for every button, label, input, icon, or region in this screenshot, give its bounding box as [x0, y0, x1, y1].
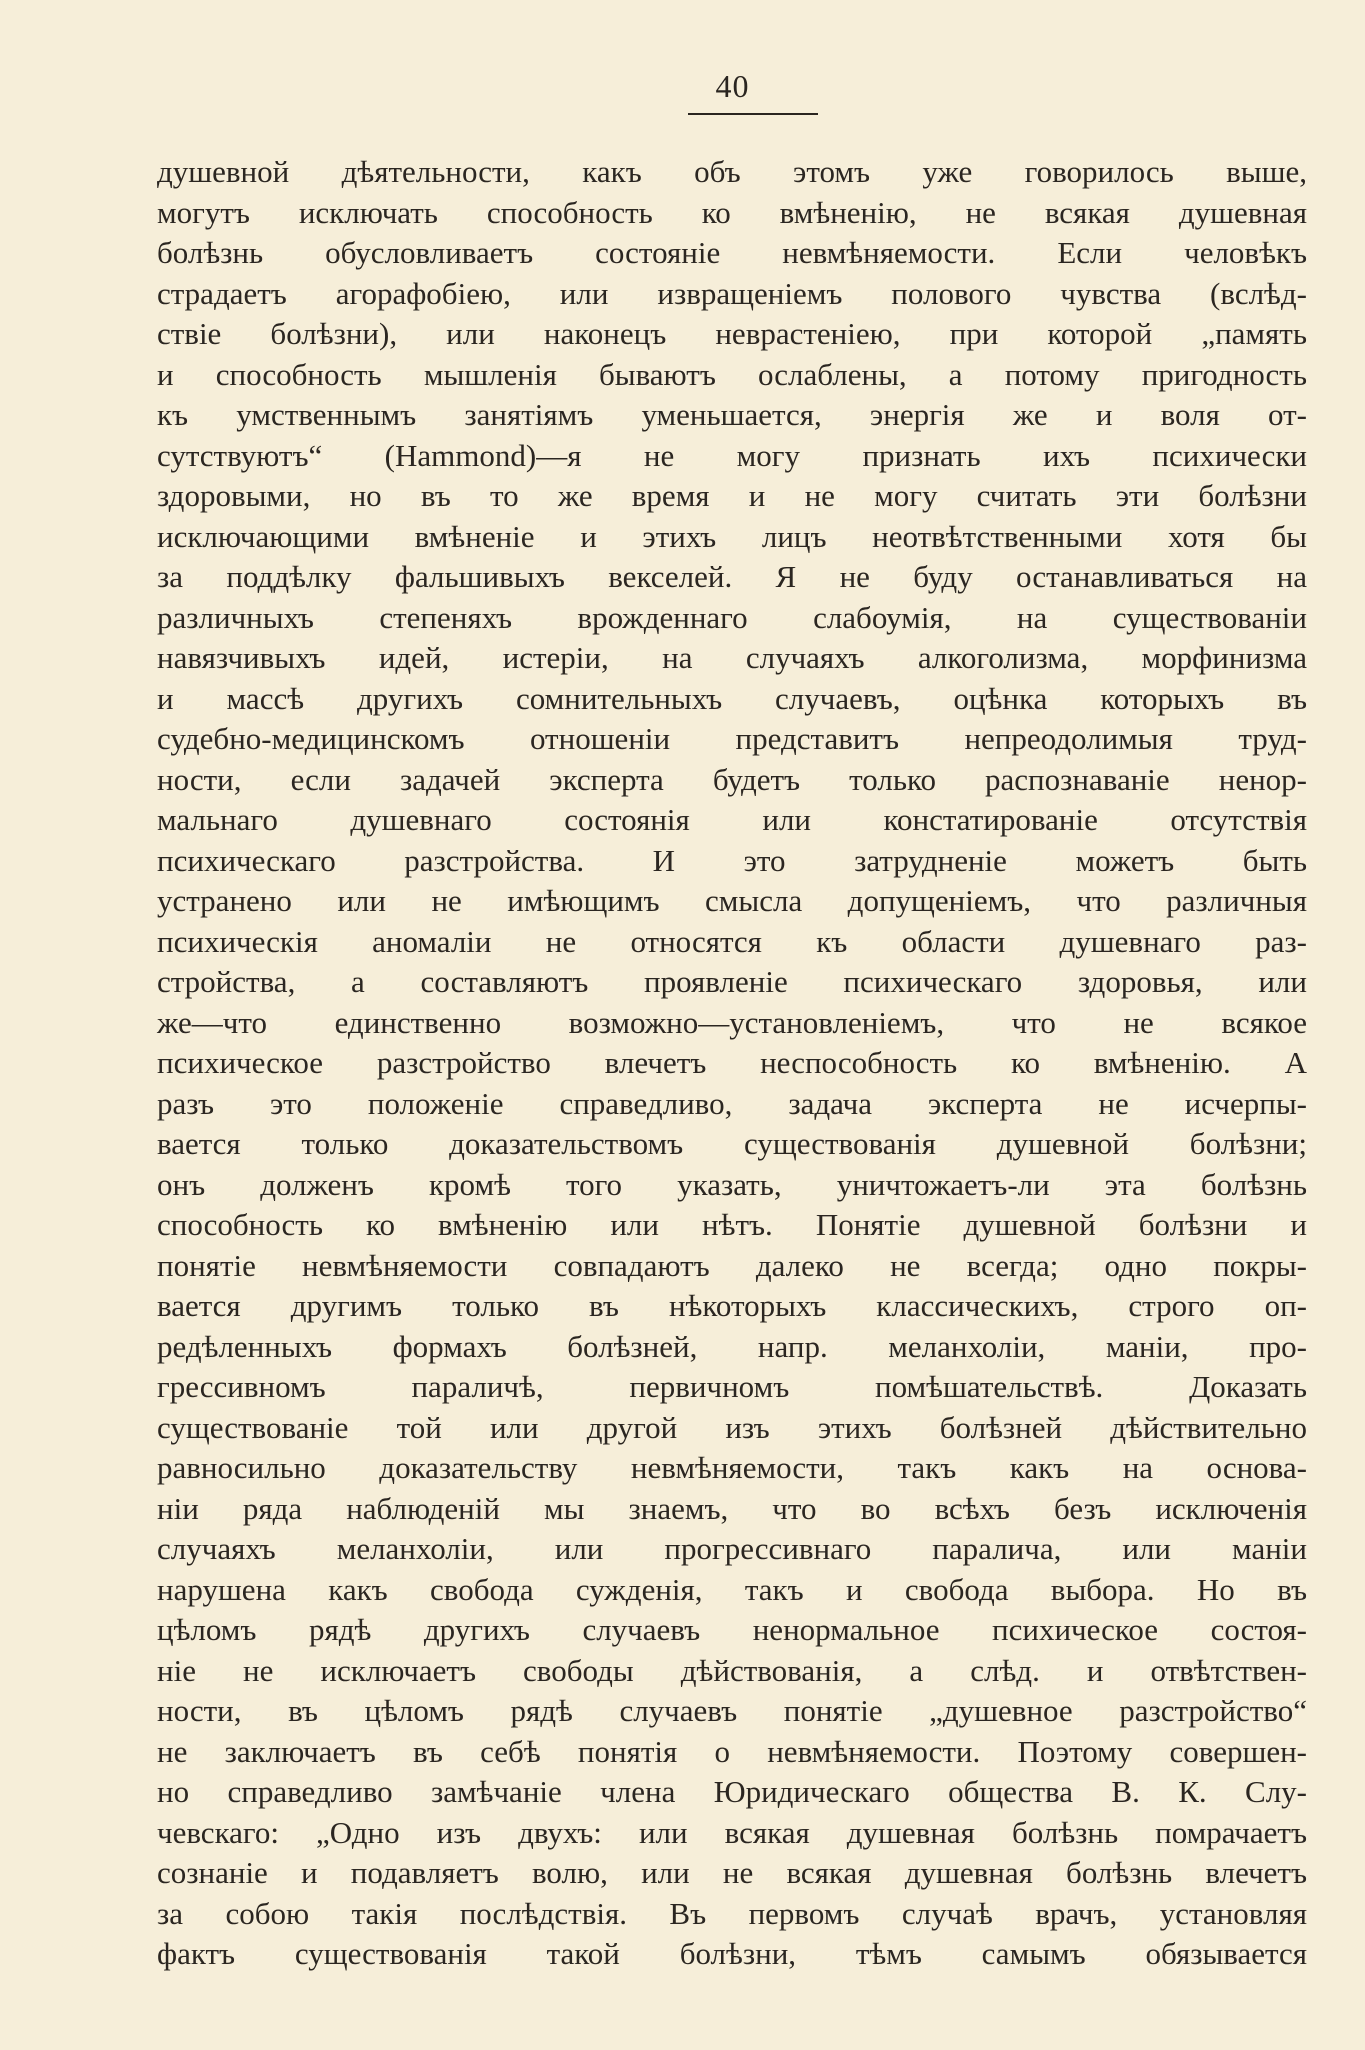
- text-line: цѣломъ рядѣ другихъ случаевъ ненормальное психическое состоя-: [157, 1612, 1307, 1647]
- text-line: существованіе той или другой изъ этихъ болѣзней дѣйствительно: [157, 1409, 1307, 1445]
- text-line: ніи ряда наблюденій мы знаемъ, что во всѣхъ безъ исключенія: [157, 1490, 1307, 1526]
- text-line: ніе не исключаетъ свободы дѣйствованія, а слѣд. и отвѣтствен-: [157, 1652, 1307, 1688]
- text-line: грессивномъ параличѣ, первичномъ помѣшательствѣ. Доказать: [157, 1369, 1307, 1404]
- text-line: сутствуютъ“ (Hammond)—я не могу признать ихъ психически: [157, 437, 1307, 473]
- text-line: и массѣ другихъ сомнительныхъ случаевъ, оцѣнка которыхъ въ: [157, 680, 1307, 716]
- text-line: за собою такія послѣдствія. Въ первомъ случаѣ врачъ, установляя: [157, 1895, 1307, 1931]
- text-line: душевной дѣятельности, какъ объ этомъ уже говорилось выше,: [157, 154, 1307, 189]
- text-line: устранено или не имѣющимъ смысла допущеніемъ, что различныя: [157, 883, 1307, 918]
- text-line: психическое разстройство влечетъ неспособность ко вмѣненію. А: [157, 1045, 1307, 1080]
- text-line: различныхъ степеняхъ врожденнаго слабоумія, на существованіи: [157, 599, 1307, 635]
- text-line: мальнаго душевнаго состоянія или констатированіе отсутствія: [157, 802, 1307, 837]
- text-line: ности, въ цѣломъ рядѣ случаевъ понятіе „душевное разстройство“: [157, 1693, 1307, 1728]
- page-number: 40: [715, 68, 750, 104]
- text-line: здоровыми, но въ то же время и не могу считать эти болѣзни: [157, 478, 1307, 513]
- text-line: навязчивыхъ идей, истеріи, на случаяхъ алкоголизма, морфинизма: [157, 640, 1307, 675]
- text-line: не заключаетъ въ себѣ понятія о невмѣняемости. Поэтому совершен-: [157, 1733, 1307, 1769]
- text-line: ствіе болѣзни), или наконецъ неврастеніею, при которой „память: [157, 316, 1307, 351]
- body-text: [157, 152, 1307, 1975]
- text-line: чевскаго: „Одно изъ двухъ: или всякая душевная болѣзнь помрачаетъ: [157, 1814, 1307, 1850]
- text-line: за поддѣлку фальшивыхъ векселей. Я не буду останавливаться на: [157, 559, 1307, 594]
- text-line: страдаетъ агорафобіею, или извращеніемъ полового чувства (вслѣд-: [157, 275, 1307, 311]
- text-line: понятіе невмѣняемости совпадаютъ далеко не всегда; одно покры-: [157, 1247, 1307, 1283]
- text-line: разъ это положеніе справедливо, задача эксперта не исчерпы-: [157, 1085, 1307, 1121]
- text-line: стройства, а составляютъ проявленіе психическаго здоровья, или: [157, 964, 1307, 999]
- text-line: равносильно доказательству невмѣняемости, такъ какъ на основа-: [157, 1450, 1307, 1485]
- text-line: фактъ существованія такой болѣзни, тѣмъ самымъ обязывается: [157, 1936, 1307, 1971]
- text-line: нарушена какъ свобода сужденія, такъ и свобода выбора. Но въ: [157, 1571, 1307, 1607]
- text-line: психическаго разстройства. И это затрудненіе можетъ быть: [157, 842, 1307, 878]
- text-line: къ умственнымъ занятіямъ уменьшается, энергія же и воля от-: [157, 397, 1307, 432]
- text-line: онъ долженъ кромѣ того указать, уничтожаетъ-ли эта болѣзнь: [157, 1166, 1307, 1202]
- text-line: случаяхъ меланхоліи, или прогрессивнаго паралича, или маніи: [157, 1531, 1307, 1566]
- text-line: ности, если задачей эксперта будетъ только распознаваніе ненор-: [157, 761, 1307, 797]
- page-number-rule: [688, 113, 818, 115]
- text-line: вается только доказательствомъ существованія душевной болѣзни;: [157, 1126, 1307, 1161]
- text-line: но справедливо замѣчаніе члена Юридическаго общества В. К. Слу-: [157, 1774, 1307, 1809]
- text-line: же—что единственно возможно—установленіемъ, что не всякое: [157, 1004, 1307, 1040]
- text-line: сознаніе и подавляетъ волю, или не всякая душевная болѣзнь влечетъ: [157, 1855, 1307, 1890]
- text-line: и способность мышленія бываютъ ослаблены, а потому пригодность: [157, 356, 1307, 392]
- text-line: редѣленныхъ формахъ болѣзней, напр. меланхоліи, маніи, про-: [157, 1328, 1307, 1364]
- text-line: способность ко вмѣненію или нѣтъ. Понятіе душевной болѣзни и: [157, 1207, 1307, 1242]
- text-line: вается другимъ только въ нѣкоторыхъ классическихъ, строго оп-: [157, 1288, 1307, 1323]
- text-line: болѣзнь обусловливаетъ состояніе невмѣняемости. Если человѣкъ: [157, 235, 1307, 270]
- text-line: судебно-медицинскомъ отношеніи представитъ непреодолимыя труд-: [157, 721, 1307, 756]
- text-line: психическія аномаліи не относятся къ области душевнаго раз-: [157, 923, 1307, 959]
- text-line: могутъ исключать способность ко вмѣненію, не всякая душевная: [157, 194, 1307, 230]
- text-line: исключающими вмѣненіе и этихъ лицъ неотвѣтственными хотя бы: [157, 518, 1307, 554]
